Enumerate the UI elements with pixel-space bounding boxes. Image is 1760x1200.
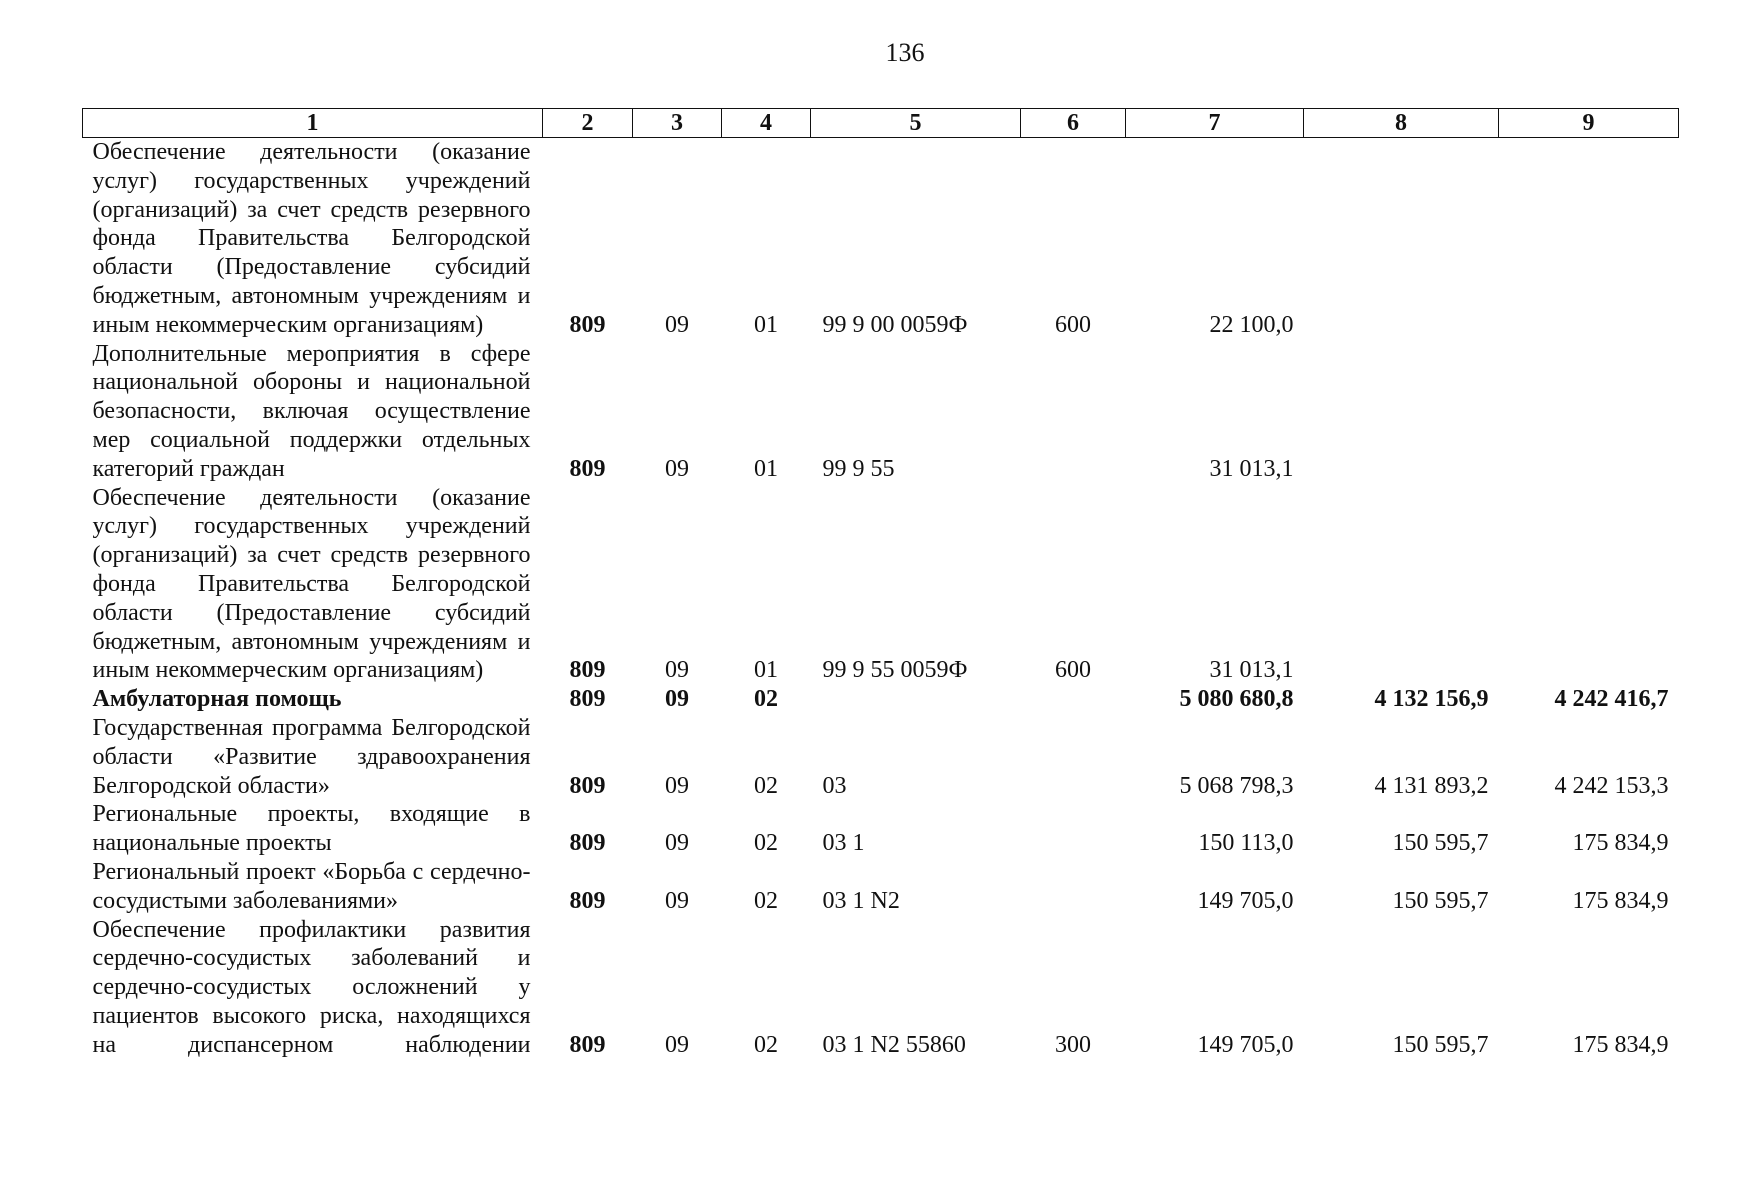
amount-year-3 xyxy=(1499,340,1679,484)
section-code: 09 xyxy=(665,887,689,914)
amount-year-3 xyxy=(1499,138,1679,340)
subsection-code: 02 xyxy=(754,887,778,914)
amount-year-1: 5 080 680,8 xyxy=(1179,686,1294,713)
row-name: Обеспечение профилактики развития сердечно-сосудистых заболеваний и сердечно-сосудистых осложнений у пациентов высокого риска, находящихся на диспансерном наблюдении xyxy=(92,916,531,1058)
target-article-code: 03 xyxy=(822,772,847,799)
amount-year-1: 149 705,0 xyxy=(1197,887,1294,914)
expense-type-code: 600 xyxy=(1055,657,1091,684)
subsection-code: 01 xyxy=(754,657,778,684)
section-code: 09 xyxy=(665,657,689,684)
amount-year-2: 150 595,7 xyxy=(1392,887,1489,914)
amount-year-2 xyxy=(1304,138,1499,340)
amount-year-1: 5 068 798,3 xyxy=(1179,772,1294,799)
subsection-code: 02 xyxy=(754,686,778,713)
column-header: 8 xyxy=(1304,109,1499,138)
grbs-code: 809 xyxy=(569,455,606,482)
expense-type-code xyxy=(1021,800,1126,858)
expense-type-code xyxy=(1021,714,1126,800)
row-name: Обеспечение деятельности (оказание услуг) государственных учреждений (организаций) за счет средств резервного фонда Правительства Белгородской области (Предоставление субсидий бюджетным, автономным учреждениям и иным некоммерческим организациям) xyxy=(92,484,531,684)
amount-year-1: 150 113,0 xyxy=(1198,830,1294,857)
table-row xyxy=(83,340,1679,484)
grbs-code: 809 xyxy=(569,772,606,799)
column-header: 6 xyxy=(1021,109,1126,138)
subsection-code: 01 xyxy=(754,455,778,482)
subsection-code: 01 xyxy=(754,311,778,338)
grbs-code: 809 xyxy=(569,830,606,857)
grbs-code: 809 xyxy=(569,887,606,914)
amount-year-3: 4 242 416,7 xyxy=(1554,686,1669,713)
target-article-code: 99 9 00 0059Ф xyxy=(822,311,968,338)
expense-type-code xyxy=(1021,340,1126,484)
section-code: 09 xyxy=(665,311,689,338)
section-code: 09 xyxy=(665,772,689,799)
column-header: 2 xyxy=(543,109,633,138)
amount-year-2 xyxy=(1304,484,1499,686)
table-row xyxy=(83,138,1679,340)
subsection-code: 02 xyxy=(754,772,778,799)
table-body xyxy=(83,138,1679,1060)
column-header: 5 xyxy=(811,109,1021,138)
row-name: Государственная программа Белгородской области «Развитие здравоохранения Белгородской области» xyxy=(92,714,531,799)
row-name: Обеспечение деятельности (оказание услуг) государственных учреждений (организаций) за счет средств резервного фонда Правительства Белгородской области (Предоставление субсидий бюджетным, автономным учреждениям и иным некоммерческим организациям) xyxy=(92,139,531,338)
expense-type-code: 600 xyxy=(1055,311,1091,338)
amount-year-1: 149 705,0 xyxy=(1197,1031,1294,1058)
grbs-code: 809 xyxy=(569,657,606,684)
column-header: 1 xyxy=(83,109,543,138)
amount-year-2: 4 132 156,9 xyxy=(1374,686,1489,713)
amount-year-1: 22 100,0 xyxy=(1209,311,1294,338)
table-row xyxy=(83,916,1679,1060)
amount-year-3: 4 242 153,3 xyxy=(1554,772,1669,799)
amount-year-1: 31 013,1 xyxy=(1209,455,1294,482)
amount-year-3: 175 834,9 xyxy=(1572,830,1669,857)
grbs-code: 809 xyxy=(569,686,606,713)
table-row xyxy=(83,484,1679,686)
row-name: Дополнительные мероприятия в сфере национальной обороны и национальной безопасности, включая осуществление мер социальной поддержки отдельных категорий граждан xyxy=(92,340,531,482)
amount-year-3: 175 834,9 xyxy=(1572,1031,1669,1058)
column-header: 9 xyxy=(1499,109,1679,138)
subsection-code: 02 xyxy=(754,830,778,857)
budget-table xyxy=(82,108,1679,1060)
amount-year-2 xyxy=(1304,340,1499,484)
page-number: 136 xyxy=(885,38,925,67)
section-code: 09 xyxy=(665,1031,689,1058)
table-row xyxy=(83,714,1679,800)
section-code: 09 xyxy=(665,830,689,857)
column-header: 3 xyxy=(633,109,722,138)
target-article-code xyxy=(811,685,1021,714)
expense-type-code xyxy=(1021,685,1126,714)
target-article-code: 03 1 N2 xyxy=(822,887,900,914)
amount-year-2: 150 595,7 xyxy=(1392,1031,1489,1058)
amount-year-2: 150 595,7 xyxy=(1392,830,1489,857)
target-article-code: 99 9 55 xyxy=(822,455,895,482)
target-article-code: 99 9 55 0059Ф xyxy=(822,657,968,684)
amount-year-1: 31 013,1 xyxy=(1209,657,1294,684)
expense-type-code: 300 xyxy=(1055,1031,1091,1058)
column-header: 4 xyxy=(722,109,811,138)
section-code: 09 xyxy=(665,455,689,482)
column-header: 7 xyxy=(1126,109,1304,138)
amount-year-3: 175 834,9 xyxy=(1572,887,1669,914)
table-header-row xyxy=(83,109,1679,138)
amount-year-3 xyxy=(1499,484,1679,686)
table-row xyxy=(83,685,1679,714)
expense-type-code xyxy=(1021,858,1126,916)
row-name: Региональные проекты, входящие в национальные проекты xyxy=(92,801,531,857)
section-code: 09 xyxy=(665,686,689,713)
target-article-code: 03 1 N2 55860 xyxy=(822,1031,966,1058)
row-name: Региональный проект «Борьба с сердечно-сосудистыми заболеваниями» xyxy=(92,858,531,914)
grbs-code: 809 xyxy=(569,1031,606,1058)
table-row xyxy=(83,800,1679,858)
amount-year-2: 4 131 893,2 xyxy=(1374,772,1489,799)
target-article-code: 03 1 xyxy=(822,830,865,857)
table-row xyxy=(83,858,1679,916)
row-name: Амбулаторная помощь xyxy=(92,686,342,713)
grbs-code: 809 xyxy=(569,311,606,338)
subsection-code: 02 xyxy=(754,1031,778,1058)
